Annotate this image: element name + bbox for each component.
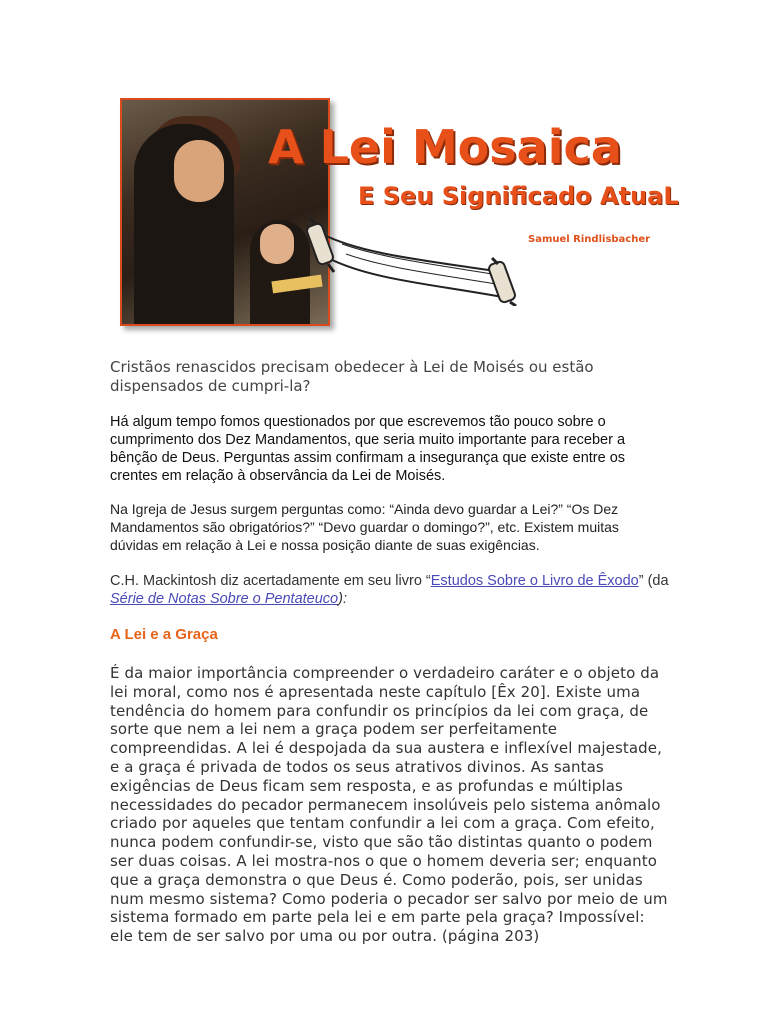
series-link[interactable]: Série de Notas Sobre o Pentateuco [110,591,339,607]
book-link[interactable]: Estudos Sobre o Livro de Êxodo [430,573,639,589]
intro-question: Cristãos renascidos precisam obedecer à Lei de Moisés ou estão dispensados de cumpri-la? [110,358,594,395]
section-heading: A Lei e a Graça [110,626,218,643]
torah-scroll-icon [302,214,542,306]
cover-banner [120,98,679,334]
banner-author: Samuel Rindlisbacher [528,234,651,245]
banner-subtitle: E Seu Significado AtuaL [358,182,679,210]
intro-paragraph-1: Há algum tempo fomos questionados por que escrevemos tão pouco sobre o cumprimento dos Dez Mandamentos, que seria muito importante para receber a bênção de Deus. Perguntas assim confirmam a insegurança que existe entre os crentes em relação à observância da Lei de Moisés. [110,414,626,484]
section-body: É da maior importância compreender o verdadeiro caráter e o objeto da lei moral, como nos é apresentada neste capítulo [Êx 20]. Existe uma tendência do homem para confundir os princípios da lei com graça, de sorte que nem a lei nem a graça podem ser perfeitamente compreendidas. A lei é despojada da sua austera e inflexível majestade, e a graça é privada de todos os seus atrativos divinos. As santas exigências de Deus ficam sem resposta, e as profundas e múltiplas necessidades do pecador permanecem insolúveis pelo sistema anômalo criado por aqueles que tentam confundir a lei com a graça. Com efeito, nunca podem confundir-se, visto que são tão distintas quanto o podem ser duas coisas. A lei mostra-nos o que o homem deveria ser; enquanto que a graça demonstra o que Deus é. Como poderão, pois, ser unidas num mesmo sistema? Como poderia o pecador ser salvo por meio de um sistema formado em parte pela lei e em parte pela graça? Impossível: ele tem de ser salvo por uma ou por outra. (página 203) [110,664,668,946]
banner-title: A Lei Mosaica [268,120,622,174]
citation-prefix: C.H. Mackintosh diz acertadamente em seu livro “ [110,573,431,589]
intro-paragraph-2: Na Igreja de Jesus surgem perguntas como: “Ainda devo guardar a Lei?” “Os Dez Mandamentos são obrigatórios?” “Devo guardar o domingo?”, etc. Existem muitas dúvidas em relação à Lei e nossa posição diante de suas exigências. [110,501,619,553]
citation-mid: ” (da [638,573,669,589]
citation-suffix: ): [338,591,347,607]
citation-paragraph [110,572,670,608]
